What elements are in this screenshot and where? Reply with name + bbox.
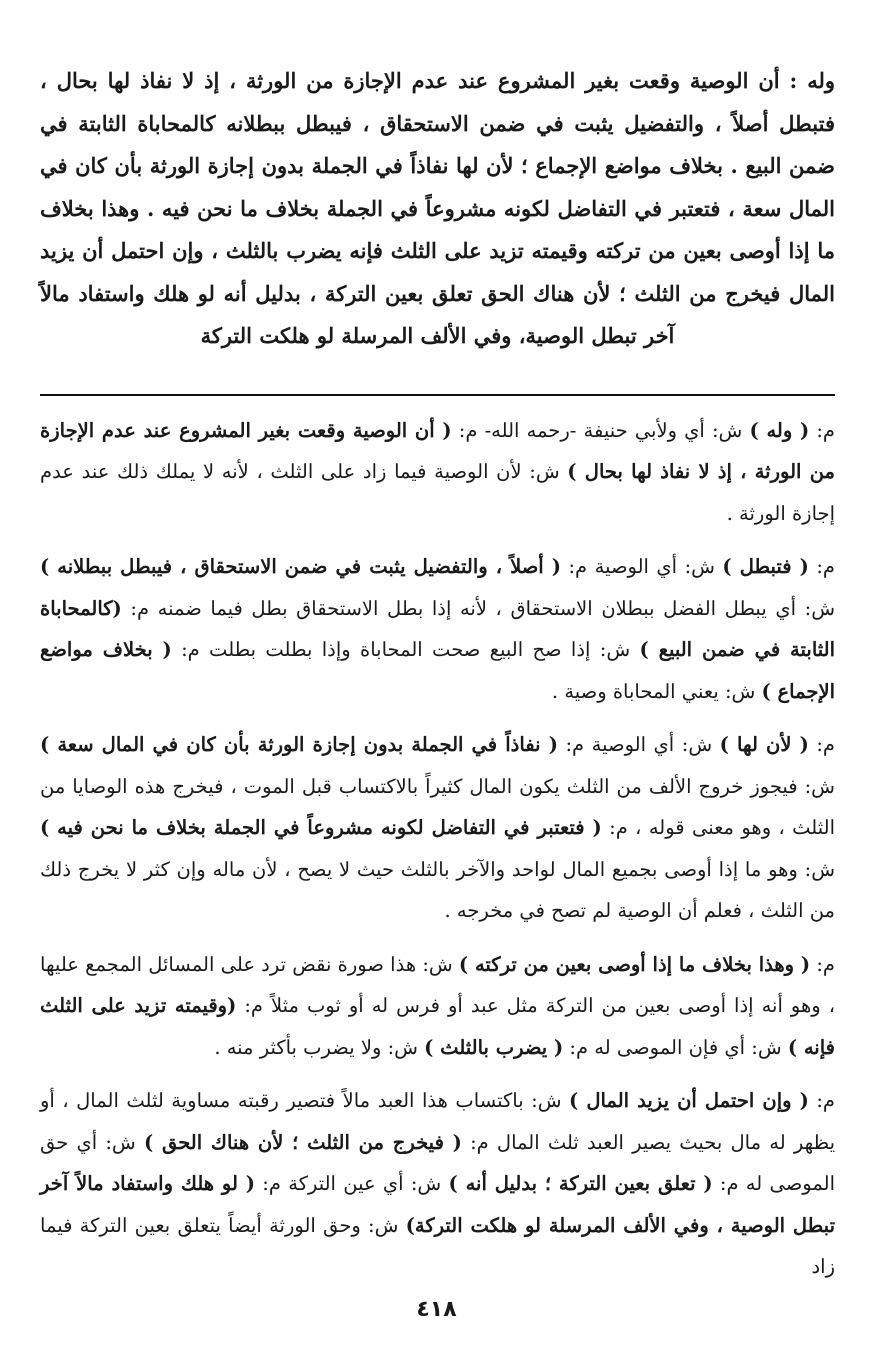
matn-quote: ( بخلاف مواضع الإجماع ) <box>40 638 835 703</box>
matn-quote: ( لو هلك واستفاد مالاً آخر تبطل الوصية ، وفي الألف المرسلة لو هلكت التركة) <box>40 1172 835 1237</box>
commentary-text: ش: باكتساب هذا العبد مالاً فتصير رقبته مساوية لثلث المال ، أو يظهر له مال بحيث يصير العبد ثلث المال م: <box>40 1089 835 1154</box>
commentary-text: ش: أي فإن الموصى له م: <box>563 1035 788 1059</box>
commentary-text: ش: لأن الوصية فيما زاد على الثلث ، لأنه لا يملك ذلك عند عدم إجازة الورثة . <box>40 460 835 525</box>
commentary-text: ش: أي الوصية م: <box>561 555 723 578</box>
commentary-text: ش: هذا صورة نقض ترد على المسائل المجمع عليها ، وهو أنه إذا أوصى بعين من التركة مثل عبد أو فرس له أو ثوب مثلاً م: <box>40 952 835 1017</box>
sharh-commentary <box>40 410 835 1288</box>
matn-quote: ( نفاذاً في الجملة بدون إجازة الورثة بأن كان في المال سعة ) <box>40 733 558 756</box>
book-page <box>40 60 835 1288</box>
matn-quote: ( يضرب بالثلث ) <box>424 1035 564 1059</box>
commentary-text: ش: وحق الورثة أيضاً يتعلق بعين التركة فيما زاد <box>40 1213 835 1278</box>
commentary-text: ش: ولا يضرب بأكثر منه . <box>214 1035 425 1059</box>
commentary-text: ش: وهو ما إذا أوصى بجميع المال لواحد والآخر بالثلث حيث لا يصح ، لأن ماله وإن كثر لا يخرج ذلك من الثلث ، فعلم أن الوصية لم تصح في مخرجه . <box>40 857 835 922</box>
sharh-paragraph <box>40 724 835 932</box>
commentary-text: ش: فيجوز خروج الألف من الثلث يكون المال كثيراً بالاكتساب قبل الموت ، فيخرج هذه الوصايا من الثلث ، وهو معنى قوله ، م: <box>40 774 835 839</box>
matn-quote: (كالمحاباة الثابتة في ضمن البيع ) <box>40 596 836 661</box>
commentary-text: ش: أي عين التركة م: <box>255 1172 449 1195</box>
matn-text: وله : أن الوصية وقعت بغير المشروع عند عدم الإجازة من الورثة ، إذ لا نفاذ لها بحال ، فتبطل أصلاً ، والتفضيل يثبت في ضمن الاستحقاق ، فيبطل ببطلانه كالمحاباة الثابتة في ضمن البيع . بخلاف مواضع الإجماع ؛ لأن لها نفاذاً في الجملة بدون إجازة الورثة بأن كان في المال سعة ، فتعتبر في التفاضل لكونه مشروعاً في الجملة بخلاف ما نحن فيه . وهذا بخلاف ما إذا أوصى بعين من تركته وقيمته تزيد على الثلث فإنه يضرب بالثلث ، وإن احتمل أن يزيد المال فيخرج من الثلث ؛ لأن هناك الحق تعلق بعين التركة ، بدليل أنه لو هلك واستفاد مالاً آخر تبطل الوصية، وفي الألف المرسلة لو هلكت التركة <box>40 68 835 348</box>
commentary-text: م: <box>808 733 836 756</box>
matn-quote: ( فتبطل ) <box>722 555 809 578</box>
matn-quote: ( تعلق بعين التركة ؛ بدليل أنه ) <box>448 1172 713 1195</box>
page-number: ٤١٨ <box>416 1297 457 1322</box>
matn-quote: ( فتعتبر في التفاضل لكونه مشروعاً في الجملة بخلاف ما نحن فيه ) <box>40 816 602 839</box>
matn-quote: ( وإن احتمل أن يزيد المال ) <box>569 1089 809 1112</box>
matn-quote: ( فيخرج من الثلث ؛ لأن هناك الحق ) <box>143 1130 462 1154</box>
commentary-text: ش: إذا صح البيع صحت المحاباة وإذا بطلت بطلت م: <box>171 638 640 661</box>
matn-quote: ( وهذا بخلاف ما إذا أوصى بعين من تركته ) <box>458 952 811 976</box>
matn-quote: ( أصلاً ، والتفضيل يثبت في ضمن الاستحقاق ، فيبطل ببطلانه ) <box>40 555 562 578</box>
sharh-paragraph <box>40 944 835 1069</box>
commentary-text: ش: يعني المحاباة وصية . <box>551 679 762 703</box>
matn-quote: ( أن الوصية وقعت بغير المشروع عند عدم الإجازة من الورثة ، إذ لا نفاذ لها بحال ) <box>40 418 835 483</box>
commentary-text: م: <box>808 1089 835 1112</box>
sharh-paragraph <box>40 410 835 535</box>
commentary-text: ش: أي يبطل الفضل ببطلان الاستحقاق ، لأنه إذا بطل الاستحقاق بطل فيما ضمنه م: <box>121 596 835 620</box>
sharh-paragraph <box>40 1080 835 1288</box>
commentary-text: م: <box>809 418 836 442</box>
commentary-text: م: <box>808 555 835 578</box>
matn-quote: (وقيمته تزيد على الثلث فإنه ) <box>40 994 835 1059</box>
commentary-text: ش: أي ولأبي حنيفة -رحمه الله- م: <box>451 418 750 442</box>
matn-quote: ( وله ) <box>749 418 810 442</box>
commentary-text: ش: أي الوصية م: <box>557 733 720 756</box>
matn-quote: ( لأن لها ) <box>719 733 809 756</box>
commentary-text: م: <box>810 952 835 976</box>
commentary-text: ش: أي حق الموصى له م: <box>40 1130 835 1195</box>
footnote-divider <box>40 394 835 396</box>
sharh-paragraph <box>40 546 835 712</box>
